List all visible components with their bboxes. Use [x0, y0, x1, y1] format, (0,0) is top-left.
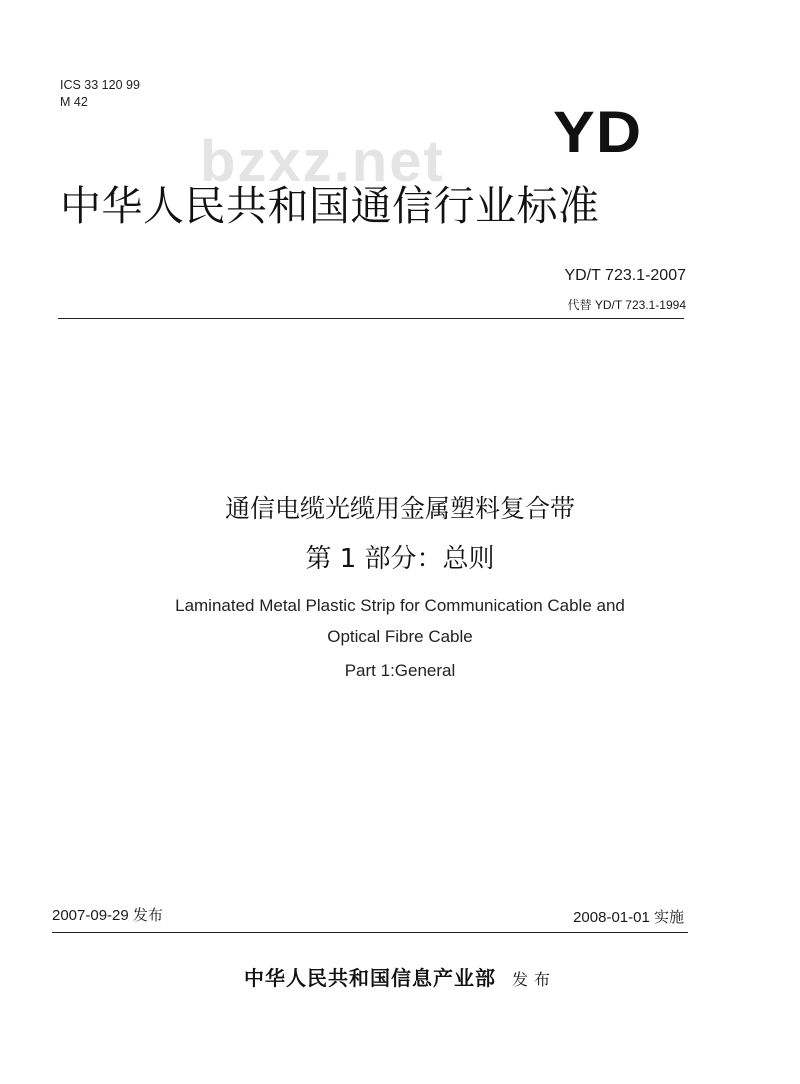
ics-number: ICS 33 120 99 [60, 78, 140, 92]
footer-divider [52, 932, 688, 933]
publisher-name: 中华人民共和国信息产业部 [243, 966, 496, 990]
header-divider [58, 318, 684, 319]
document-title-zh: 通信电缆光缆用金属塑料复合带 [224, 494, 575, 523]
standard-category-title: 中华人民共和国通信行业标准 [60, 182, 600, 230]
standard-number: YD/T 723.1-2007 [564, 267, 686, 284]
ics-code-block [60, 77, 140, 111]
document-title-en-line2: Optical Fibre Cable [327, 627, 473, 646]
document-title-en-line1: Laminated Metal Plastic Strip for Communication Cable and [175, 596, 625, 615]
replaces-standard: 代替 YD/T 723.1-1994 [567, 298, 686, 312]
implementation-date: 2008-01-01 实施 [573, 909, 684, 926]
issue-date: 2007-09-29 发布 [52, 907, 163, 924]
publish-label: 发布 [511, 970, 556, 989]
document-subtitle-zh: 第 1 部分：总则 [305, 544, 495, 574]
document-subtitle-en: Part 1:General [344, 661, 456, 680]
watermark: bzxz.net [200, 129, 445, 194]
publisher-line [0, 962, 800, 991]
classification-number: M 42 [60, 95, 88, 109]
yd-logo: YD [553, 100, 643, 165]
